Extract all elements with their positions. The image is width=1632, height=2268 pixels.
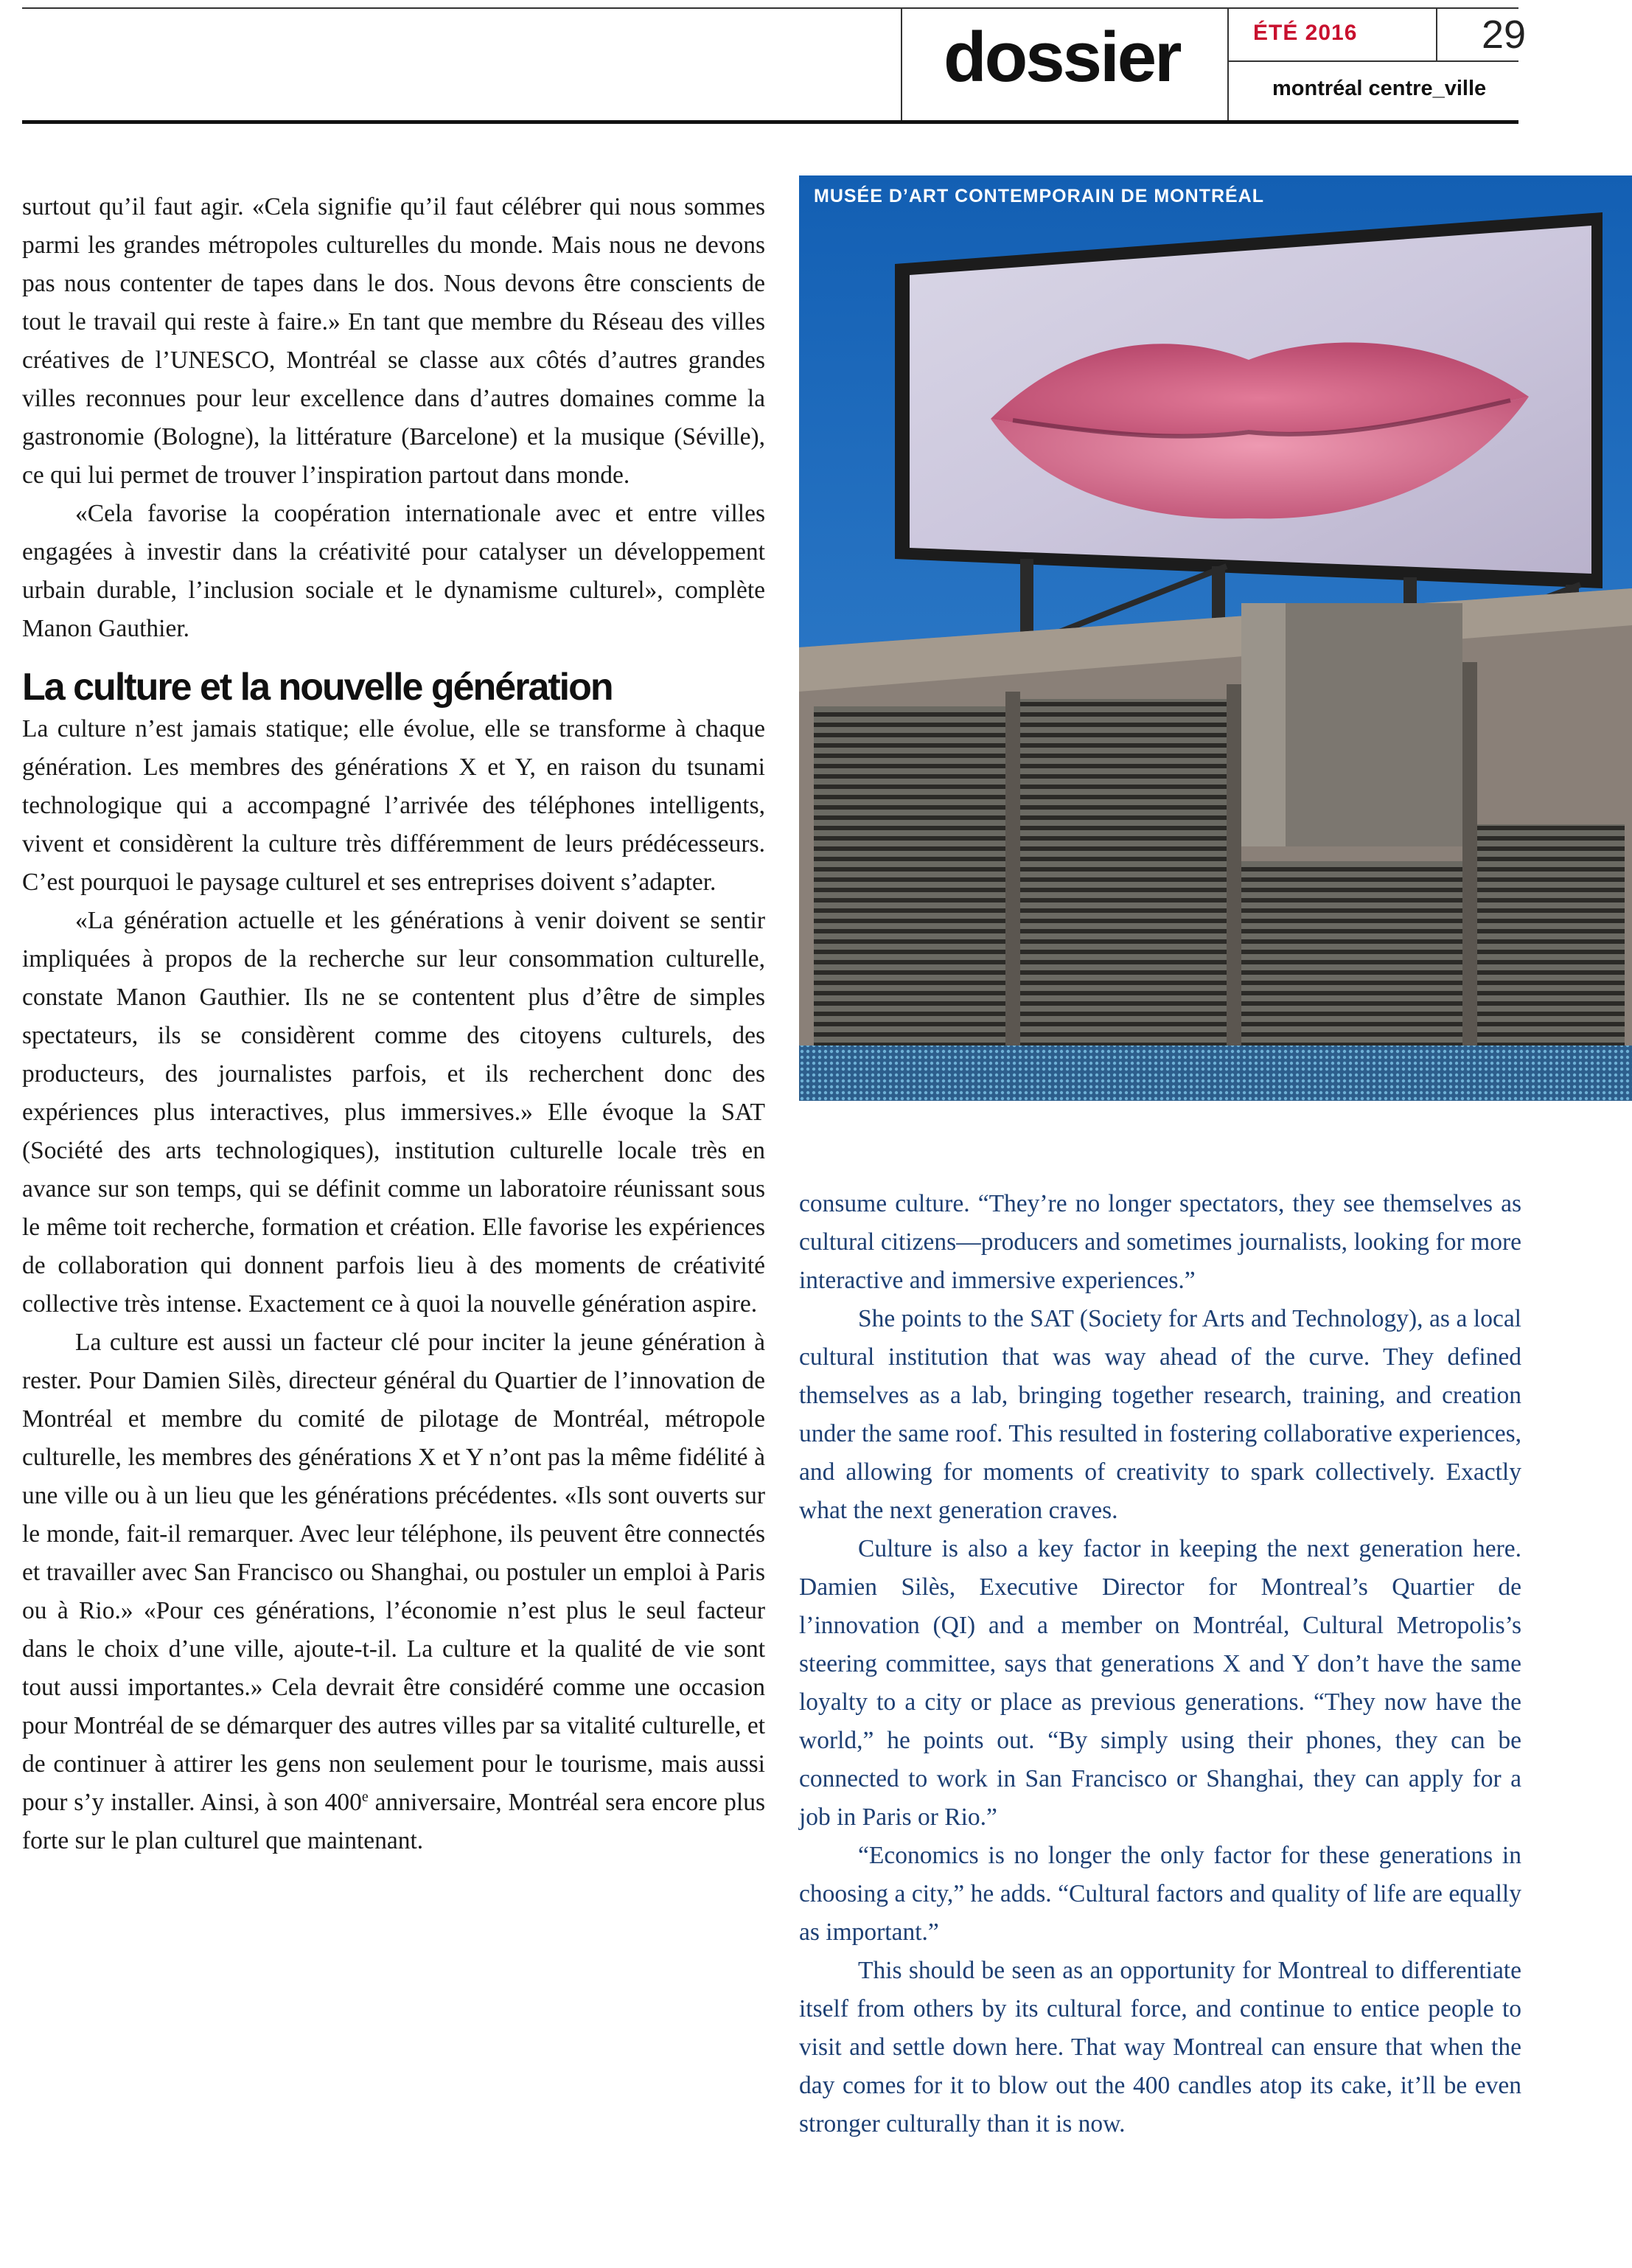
header-top-rule (22, 7, 1518, 9)
header-bottom-rule (22, 120, 1518, 124)
facade-rib (1005, 692, 1020, 1046)
billboard-illustration (799, 175, 1632, 1101)
louver-panel (1477, 824, 1625, 1046)
billboard-photo (799, 175, 1632, 1101)
section-heading: La culture et la nouvelle génération (22, 666, 613, 709)
english-paragraph-4: “Economics is no longer the only factor for these generations in choosing a city,” he adds. “Cultural factors and quality of life are equally as important.” (799, 1842, 1521, 1946)
french-paragraph-2: «Cela favorise la coopération internationale avec et entre villes engagées à investir dans la créativité pour catalyser un développement urbain durable, l’inclusion sociale et le dynamisme culturel», complète Manon Gauthier. (22, 500, 765, 642)
publication-name: montréal centre_ville (1272, 77, 1487, 100)
section-title: dossier (944, 18, 1180, 97)
english-paragraph-1: consume culture. “They’re no longer spectators, they see themselves as cultural citizens—producers and sometimes journalists, looking for more interactive and immersive experiences.” (799, 1190, 1521, 1294)
english-paragraph-3: Culture is also a key factor in keeping the next generation here. Damien Silès, Executive Director for Montreal’s Quartier de l’innovation (QI) and a member on Montréal, Cultural Metropolis’s steering committee, says that generations X and Y don’t have the same loyalty to a city or place as previous generations. “They now have the world,” he points out. “By simply using their phones, they can be connected to work in San Francisco or Shanghai, they can apply for a job in Paris or Rio.” (799, 1535, 1521, 1831)
french-article-column (22, 188, 765, 1860)
issue-season: ÉTÉ 2016 (1253, 21, 1358, 45)
header-divider-left (901, 7, 902, 122)
facade-rib (1462, 662, 1477, 1046)
header-divider-middle (1227, 7, 1229, 122)
english-article-column (799, 1185, 1521, 2143)
louver-panel (1020, 699, 1227, 1046)
french-paragraph-4: «La génération actuelle et les générations à venir doivent se sentir impliquées à propos de la recherche sur leur consommation culturelle, constate Manon Gauthier. Ils ne se contentent plus d’être de simples spectateurs, ils se considèrent comme des citoyens culturels, des producteurs, des journalistes parfois, et ils recherchent donc des expériences plus interactives, plus immersives.» Elle évoque la SAT (Société des arts technologiques), institution culturelle locale très en avance sur son temps, qui se définit comme un laboratoire réunissant sous le même toit recherche, formation et création. Elle favorise les expériences de collaboration qui donnent parfois lieu à des moments de créativité collective très intense. Exactement ce à quoi la nouvelle génération aspire. (22, 907, 765, 1318)
photo-credit: MUSÉE D’ART CONTEMPORAIN DE MONTRÉAL (814, 186, 1264, 206)
facade-rib (1227, 684, 1241, 1046)
header-inner-rule (1227, 60, 1518, 62)
french-paragraph-3: La culture n’est jamais statique; elle évolue, elle se transforme à chaque génération. Les membres des générations X et Y, en raison du tsunami technologique qui a accompagné l’arrivée des téléphones intelligents, vivent et considèrent la culture très différemment de leurs prédécesseurs. C’est pourquoi le paysage culturel et ses entreprises doivent s’adapter. (22, 715, 765, 896)
header-divider-right (1436, 7, 1437, 60)
page-number: 29 (1482, 13, 1527, 57)
english-paragraph-5: This should be seen as an opportunity for Montreal to differentiate itself from others by its cultural force, and continue to entice people to visit and settle down here. That way Montreal can ensure that when the day comes for it to blow out the 400 candles atop its cake, it’ll be even stronger culturally than it is now. (799, 1957, 1521, 2137)
louver-panel (1241, 861, 1462, 1046)
louver-panel (814, 706, 1005, 1046)
french-paragraph-5-part-1: La culture est aussi un facteur clé pour inciter la jeune génération à rester. Pour Damien Silès, directeur général du Quartier de l’innovation de Montréal et membre du comité de pilotage de Montréal, métropole culturelle, les membres des générations X et Y n’ont pas la même fidélité à une ville ou à un lieu que les générations précédentes. «Ils sont ouverts sur le monde, fait-il remarquer. Avec leur téléphone, ils peuvent être connectés et travailler avec San Francisco ou Shanghai, ou postuler un emploi à Paris ou à Rio.» «Pour ces générations, l’économie n’est plus le seul facteur dans le choix d’une ville, ajoute-t-il. La culture et la qualité de vie sont tout aussi importantes.» Cela devrait être considéré comme une occasion pour Montréal de se démarquer des autres villes par sa vitalité culturelle, et de continuer à attirer les gens non seulement pour le tourisme, mais aussi pour s’y installer. Ainsi, à son 400 (22, 1329, 765, 1816)
french-paragraph-1: surtout qu’il faut agir. «Cela signifie qu’il faut célébrer qui nous sommes parmi les grandes métropoles culturelles du monde. Mais nous ne devons pas nous contenter de tapes dans le dos. Nous devons être conscients de tout le travail qui reste à faire.» En tant que membre du Réseau des villes créatives de l’UNESCO, Montréal se classe aux côtés d’autres grandes villes reconnues pour leur excellence dans d’autres domaines comme la gastronomie (Bologne), la littérature (Barcelone) et la musique (Séville), ce qui lui permet de trouver l’inspiration partout dans monde. (22, 193, 765, 489)
railing-dots (799, 1046, 1632, 1101)
ordinal-superscript: e (361, 1788, 369, 1805)
french-paragraph-5-part-2: anniversaire, Montréal sera encore plus forte sur le plan culturel que maintenant. (22, 1789, 765, 1854)
english-paragraph-2: She points to the SAT (Society for Arts and Technology), as a local cultural institution that was way ahead of the curve. They defined themselves as a lab, bringing together research, training, and creation under the same roof. This resulted in fostering collaborative experiences, and allowing for moments of creativity to spark collectively. Exactly what the next generation craves. (799, 1305, 1521, 1524)
rooftop-cylinder-highlight (1241, 603, 1286, 846)
french-paragraph-5 (22, 1323, 765, 1860)
